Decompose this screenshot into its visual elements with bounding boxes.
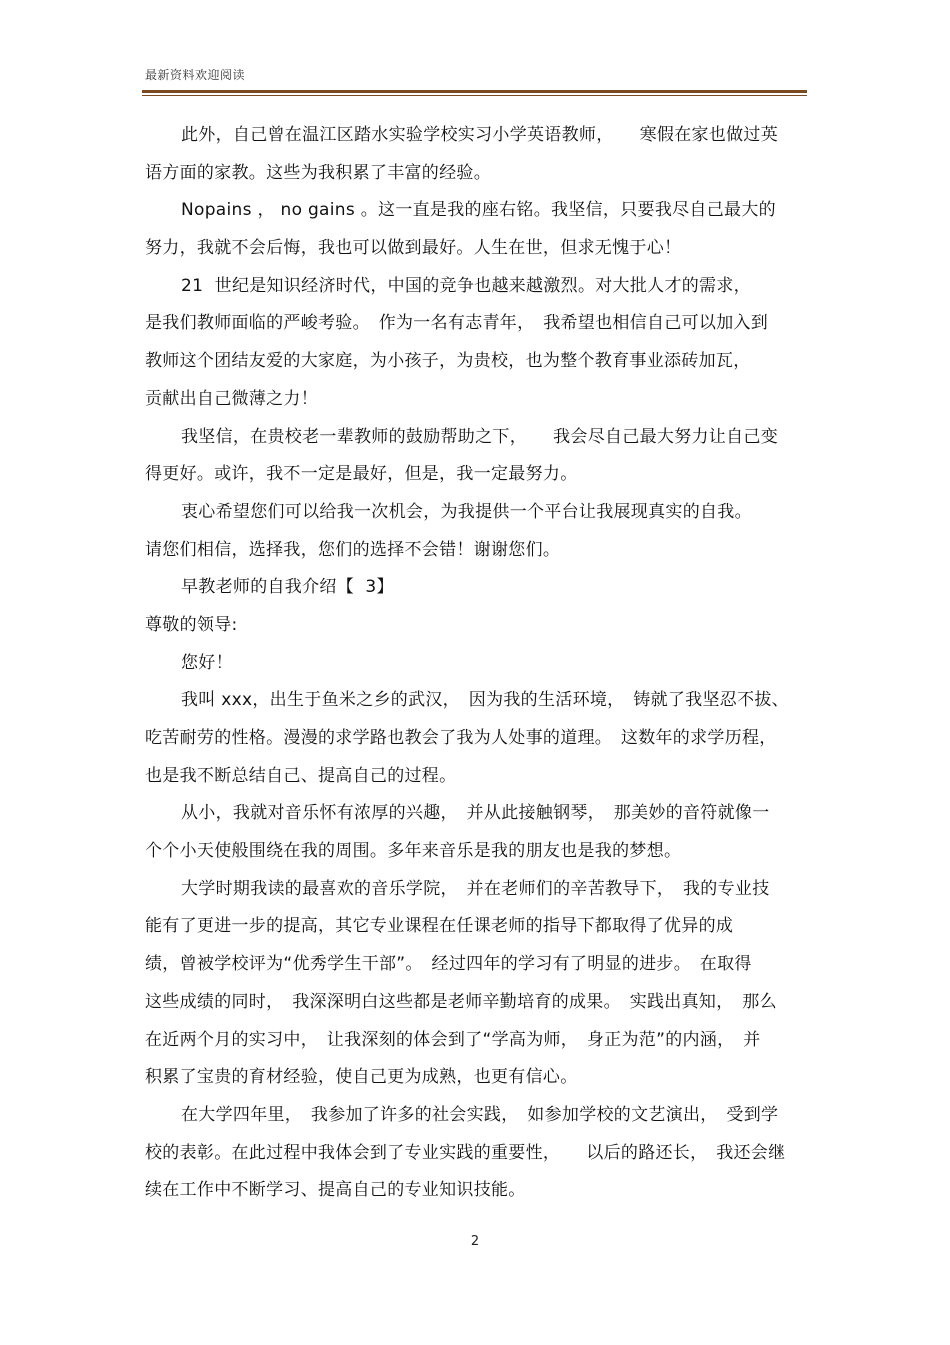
text-line: 在大学四年里， 我参加了许多的社会实践， 如参加学校的文艺演出， 受到学 [181, 1104, 779, 1125]
text-line: 也是我不断总结自己、提高自己的过程。 [145, 765, 457, 786]
text-line: 我叫 xxx，出生于鱼米之乡的武汉， 因为我的生活环境， 铸就了我坚忍不拔、 [181, 690, 789, 711]
text-line: 语方面的家教。这些为我积累了丰富的经验。 [145, 162, 491, 183]
text-line: 能有了更进一步的提高，其它专业课程在任课老师的指导下都取得了优异的成 [145, 916, 734, 937]
text-line: 大学时期我读的最喜欢的音乐学院， 并在老师们的辛苦教导下， 我的专业技 [181, 878, 770, 899]
text-line: 吃苦耐劳的性格。漫漫的求学路也教会了我为人处事的道理。 这数年的求学历程， [145, 728, 777, 748]
text-line: 得更好。或许，我不一定是最好，但是，我一定最努力。 [145, 464, 578, 485]
text-line: 尊敬的领导: [145, 614, 238, 635]
header-rule [142, 90, 807, 93]
text-line: 这些成绩的同时， 我深深明白这些都是老师辛勤培育的成果。 实践出真知， 那么 [145, 991, 777, 1012]
text-line: 请您们相信，选择我，您们的选择不会错！谢谢您们。 [145, 539, 561, 560]
text-line: 个个小天使般围绕在我的周围。多年来音乐是我的朋友也是我的梦想。 [145, 841, 682, 862]
text-line: 积累了宝贵的育材经验，使自己更为成熟，也更有信心。 [145, 1067, 578, 1088]
text-line: 教师这个团结友爱的大家庭，为小孩子，为贵校，也为整个教育事业添砖加瓦， [145, 351, 751, 372]
header-rule-thin [142, 95, 807, 96]
text-line: 早教老师的自我介绍【 3】 [181, 577, 394, 598]
text-line: 是我们教师面临的严峻考验。 作为一名有志青年， 我希望也相信自己可以加入到 [145, 313, 769, 334]
text-line: 从小，我就对音乐怀有浓厚的兴趣， 并从此接触钢琴， 那美妙的音符就像一 [181, 803, 770, 824]
text-line: 校的表彰。在此过程中我体会到了专业实践的重要性， 以后的路还长， 我还会继 [145, 1142, 786, 1163]
text-line: 我坚信，在贵校老一辈教师的鼓励帮助之下， 我会尽自己最大努力让自己变 [181, 426, 778, 447]
text-line: 您好！ [181, 652, 233, 673]
document-body [145, 120, 805, 1213]
text-line: 续在工作中不断学习、提高自己的专业知识技能。 [145, 1180, 526, 1201]
text-line: 衷心希望您们可以给我一次机会，为我提供一个平台让我展现真实的自我。 [181, 501, 752, 522]
text-line: 21 世纪是知识经济时代，中国的竞争也越来越激烈。对大批人才的需求， [181, 275, 751, 296]
text-line: 在近两个月的实习中， 让我深刻的体会到了“学高为师， 身正为范”的内涵， 并 [145, 1029, 761, 1050]
page-number: 2 [470, 1234, 480, 1249]
text-line: 贡献出自己微薄之力！ [145, 388, 318, 409]
text-line: 努力，我就不会后悔，我也可以做到最好。人生在世，但求无愧于心！ [145, 238, 682, 259]
text-line: 绩，曾被学校评为“优秀学生干部”。 经过四年的学习有了明显的进步。 在取得 [145, 954, 752, 975]
running-header: 最新资料欢迎阅读 [145, 68, 246, 82]
text-line: Nopains ， no gains 。这一直是我的座右铭。我坚信，只要我尽自己最大的 [181, 200, 776, 221]
text-line: 此外，自己曾在温江区踏水实验学校实习小学英语教师， 寒假在家也做过英 [181, 125, 778, 145]
